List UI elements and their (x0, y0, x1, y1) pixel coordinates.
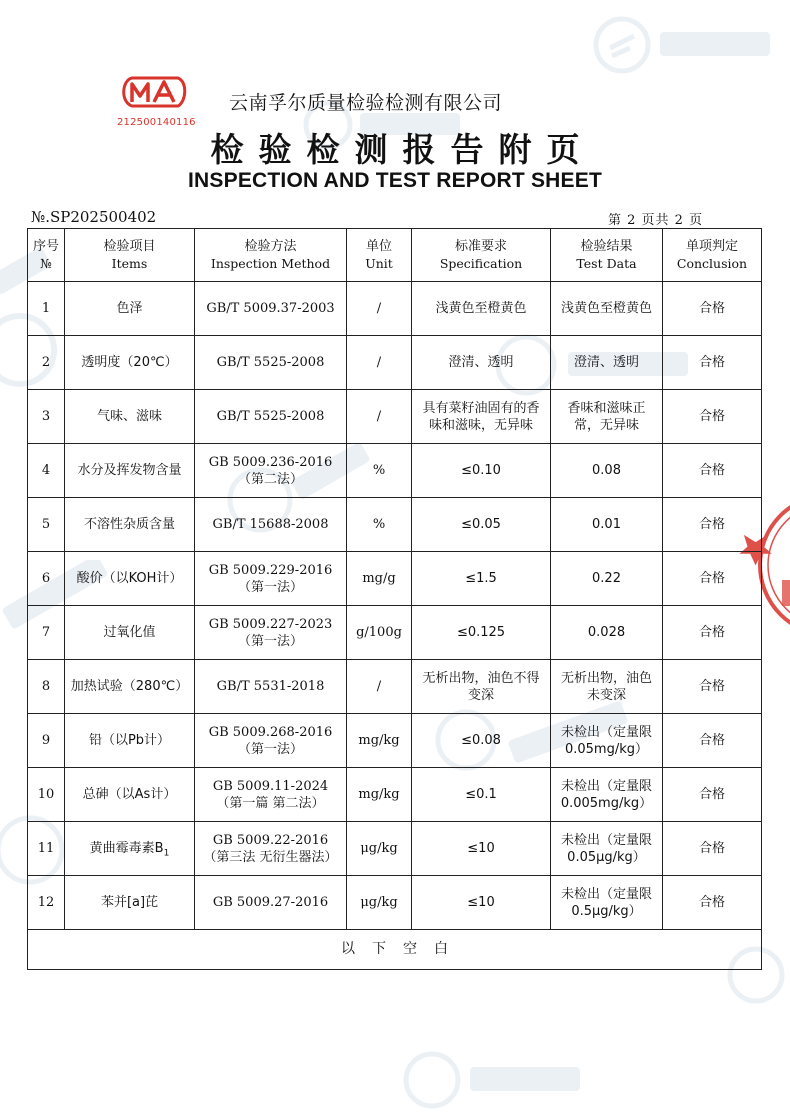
unit-text: / (376, 679, 382, 694)
watermark-logo-icon (590, 10, 790, 80)
conclusion (663, 282, 762, 336)
test-result (551, 660, 663, 714)
inspection-results-table (27, 228, 762, 970)
item-name (65, 768, 195, 822)
conclusion (663, 444, 762, 498)
item-name-text: 气味、滋味 (96, 409, 162, 424)
item-subscript: 1 (163, 848, 170, 859)
page-title-cn: 检验检测报告附页 (210, 130, 595, 169)
specification-text: ≤1.5 (465, 571, 497, 586)
inspection-method (195, 552, 347, 606)
header-items: 检验项目 Items (65, 229, 195, 282)
unit (347, 606, 412, 660)
inspection-method-text: GB 5009.227-2023 (208, 616, 333, 632)
test-result (551, 714, 663, 768)
row-number (28, 336, 65, 390)
conclusion (663, 822, 762, 876)
inspection-method (195, 336, 347, 390)
test-result-text: 浅黄色至橙黄色 (560, 301, 652, 316)
test-result (551, 768, 663, 822)
test-result (551, 606, 663, 660)
test-result-text: 0.08 (592, 463, 621, 478)
item-name (65, 606, 195, 660)
unit-text: mg/g (362, 571, 396, 586)
test-result (551, 390, 663, 444)
conclusion-text: 合格 (698, 463, 725, 478)
item-name (65, 282, 195, 336)
unit-text: % (372, 463, 386, 478)
unit-text: / (376, 301, 382, 316)
conclusion-text: 合格 (698, 625, 725, 640)
inspection-method (195, 822, 347, 876)
unit (347, 714, 412, 768)
specification-text: ≤0.10 (461, 463, 501, 478)
conclusion-text: 合格 (698, 301, 725, 316)
unit (347, 282, 412, 336)
row-number (28, 390, 65, 444)
specification-line2: 味和滋味，无异味 (428, 417, 533, 433)
inspection-method (195, 768, 347, 822)
test-result-text: 香味和滋味正 (567, 400, 646, 416)
row-number (28, 768, 65, 822)
inspection-method (195, 606, 347, 660)
inspection-method-line2: （第一法） (237, 579, 303, 595)
inspection-method (195, 876, 347, 930)
test-result-text: 澄清、透明 (573, 355, 639, 370)
test-result-text: 未检出（定量限 (560, 724, 652, 740)
conclusion (663, 768, 762, 822)
inspection-method-text: GB 5009.268-2016 (208, 724, 333, 740)
unit-text: mg/kg (358, 787, 400, 802)
inspection-method-line2: （第二法） (237, 471, 303, 487)
item-name-text: 过氧化值 (103, 625, 156, 640)
row-number-text: 3 (41, 409, 51, 424)
inspection-method (195, 444, 347, 498)
inspection-method-text: GB 5009.11-2024 (212, 778, 329, 794)
item-name (65, 822, 195, 876)
table-row (28, 768, 762, 822)
blank-note: 以下空白 (28, 930, 762, 970)
item-name-text: 水分及挥发物含量 (77, 463, 182, 478)
item-name-text: 色泽 (116, 301, 143, 316)
conclusion-text: 合格 (698, 409, 725, 424)
inspection-method (195, 498, 347, 552)
table-row (28, 282, 762, 336)
inspection-method-text: GB/T 5531-2018 (216, 679, 325, 694)
table-row (28, 876, 762, 930)
row-number-text: 1 (41, 301, 51, 316)
test-result-line2: 0.05mg/kg） (564, 741, 649, 757)
specification (412, 390, 551, 444)
report-number: №.SP202500402 (31, 208, 157, 226)
test-result-text: 未检出（定量限 (560, 832, 652, 848)
specification (412, 822, 551, 876)
unit (347, 336, 412, 390)
conclusion (663, 660, 762, 714)
item-name-text: 酸价（以KOH计） (76, 571, 183, 586)
header-test-data: 检验结果 Test Data (551, 229, 663, 282)
inspection-method-text: GB/T 5009.37-2003 (206, 301, 335, 316)
row-number-text: 4 (41, 463, 51, 478)
conclusion-text: 合格 (698, 571, 725, 586)
item-name-text: 透明度（20℃） (81, 355, 178, 370)
conclusion (663, 876, 762, 930)
conclusion-text: 合格 (698, 841, 725, 856)
table-row (28, 660, 762, 714)
table-header-row (28, 229, 762, 282)
item-name (65, 498, 195, 552)
inspection-method (195, 660, 347, 714)
specification-line2: 变深 (467, 687, 494, 703)
item-name-text: 总砷（以As计） (82, 787, 177, 802)
row-number-text: 9 (41, 733, 51, 748)
row-number (28, 822, 65, 876)
inspection-method-line2: （第一法） (237, 633, 303, 649)
conclusion-text: 合格 (698, 679, 725, 694)
test-result-text: 0.22 (592, 571, 621, 586)
row-number (28, 714, 65, 768)
table-row (28, 552, 762, 606)
item-name (65, 444, 195, 498)
conclusion-text: 合格 (698, 517, 725, 532)
specification-text: ≤10 (467, 841, 495, 856)
header-conclusion: 单项判定 Conclusion (663, 229, 762, 282)
ma-certificate-code: 212500140116 (117, 117, 196, 128)
table-row (28, 336, 762, 390)
test-result-line2: 0.005mg/kg） (560, 795, 653, 811)
item-name (65, 876, 195, 930)
table-row (28, 714, 762, 768)
unit-text: % (372, 517, 386, 532)
specification-text: ≤0.05 (461, 517, 501, 532)
company-name: 云南孚尔质量检验检测有限公司 (229, 92, 503, 114)
table-row (28, 822, 762, 876)
specification (412, 498, 551, 552)
table-row (28, 606, 762, 660)
unit (347, 876, 412, 930)
unit-text: mg/kg (358, 733, 400, 748)
row-number (28, 606, 65, 660)
row-number-text: 10 (37, 787, 55, 802)
conclusion (663, 714, 762, 768)
row-number (28, 444, 65, 498)
unit (347, 768, 412, 822)
test-result-text: 0.028 (587, 625, 626, 640)
test-result-text: 无析出物，油色 (560, 670, 652, 686)
test-result-text: 未检出（定量限 (560, 886, 652, 902)
item-name (65, 714, 195, 768)
unit (347, 660, 412, 714)
header-method: 检验方法 Inspection Method (195, 229, 347, 282)
conclusion (663, 552, 762, 606)
unit-text: / (376, 355, 382, 370)
conclusion (663, 336, 762, 390)
item-name (65, 552, 195, 606)
row-number (28, 660, 65, 714)
conclusion-text: 合格 (698, 733, 725, 748)
test-result-line2: 常，无异味 (573, 417, 639, 433)
table-row (28, 498, 762, 552)
specification (412, 444, 551, 498)
conclusion-text: 合格 (698, 787, 725, 802)
item-name-text: 苯并[a]芘 (100, 895, 159, 910)
test-result-text: 未检出（定量限 (560, 778, 652, 794)
specification-text: ≤0.08 (461, 733, 501, 748)
unit (347, 444, 412, 498)
unit-text: / (376, 409, 382, 424)
specification (412, 336, 551, 390)
test-result (551, 552, 663, 606)
specification-text: ≤10 (467, 895, 495, 910)
test-result (551, 336, 663, 390)
specification-text: ≤0.1 (465, 787, 497, 802)
specification-text: 澄清、透明 (448, 355, 514, 370)
test-result (551, 444, 663, 498)
inspection-method-text: GB 5009.229-2016 (208, 562, 333, 578)
row-number (28, 282, 65, 336)
item-name (65, 336, 195, 390)
inspection-method-line2: （第三法 无衍生器法） (203, 849, 338, 865)
specification (412, 552, 551, 606)
row-number (28, 552, 65, 606)
conclusion-text: 合格 (698, 355, 725, 370)
unit (347, 552, 412, 606)
item-name-text: 黄曲霉毒素B (89, 841, 164, 856)
specification-text: 浅黄色至橙黄色 (435, 301, 527, 316)
unit-text: μg/kg (360, 841, 398, 856)
specification (412, 282, 551, 336)
page-indicator: 第 2 页共 2 页 (608, 213, 704, 228)
inspection-method-line2: （第一篇 第二法） (216, 795, 325, 811)
inspection-method-text: GB/T 5525-2008 (216, 409, 325, 424)
conclusion (663, 498, 762, 552)
test-result-line2: 0.05μg/kg） (567, 849, 646, 865)
inspection-method (195, 282, 347, 336)
row-number-text: 12 (37, 895, 55, 910)
page-title-en: INSPECTION AND TEST REPORT SHEET (188, 169, 602, 192)
inspection-method (195, 390, 347, 444)
inspection-method-text: GB/T 5525-2008 (216, 355, 325, 370)
conclusion-text: 合格 (698, 895, 725, 910)
header-unit: 单位 Unit (347, 229, 412, 282)
table-row (28, 444, 762, 498)
specification-text: 无析出物，油色不得 (422, 670, 540, 686)
test-result-line2: 未变深 (586, 687, 626, 703)
specification (412, 876, 551, 930)
unit-text: μg/kg (360, 895, 398, 910)
conclusion (663, 390, 762, 444)
unit (347, 822, 412, 876)
row-number-text: 8 (41, 679, 51, 694)
row-number-text: 6 (41, 571, 51, 586)
inspection-method-text: GB 5009.236-2016 (208, 454, 333, 470)
test-result (551, 876, 663, 930)
inspection-method-line2: （第一法） (237, 741, 303, 757)
row-number-text: 7 (41, 625, 51, 640)
item-name-text: 加热试验（280℃） (70, 679, 189, 694)
test-result-text: 0.01 (592, 517, 621, 532)
row-number-text: 2 (41, 355, 51, 370)
unit (347, 498, 412, 552)
row-number-text: 5 (41, 517, 51, 532)
item-name-text: 铅（以Pb计） (88, 733, 171, 748)
header-specification: 标准要求 Specification (412, 229, 551, 282)
inspection-method (195, 714, 347, 768)
test-result (551, 822, 663, 876)
conclusion (663, 606, 762, 660)
watermark-logo-icon (400, 1045, 600, 1115)
cma-logo-icon (118, 72, 190, 112)
test-result-line2: 0.5μg/kg） (571, 903, 642, 919)
test-result (551, 282, 663, 336)
specification (412, 714, 551, 768)
table-row (28, 390, 762, 444)
inspection-method-text: GB 5009.27-2016 (212, 895, 329, 910)
blank-note-row (28, 930, 762, 970)
item-name (65, 390, 195, 444)
specification-text: 具有菜籽油固有的香 (422, 400, 540, 416)
row-number-text: 11 (37, 841, 55, 856)
item-name-text: 不溶性杂质含量 (83, 517, 175, 532)
inspection-method-text: GB 5009.22-2016 (212, 832, 329, 848)
header-no: 序号 № (28, 229, 65, 282)
specification (412, 606, 551, 660)
row-number (28, 876, 65, 930)
specification (412, 768, 551, 822)
test-result (551, 498, 663, 552)
row-number (28, 498, 65, 552)
specification-text: ≤0.125 (456, 625, 506, 640)
unit-text: g/100g (356, 625, 402, 640)
item-name (65, 660, 195, 714)
specification (412, 660, 551, 714)
inspection-method-text: GB/T 15688-2008 (212, 517, 329, 532)
unit (347, 390, 412, 444)
